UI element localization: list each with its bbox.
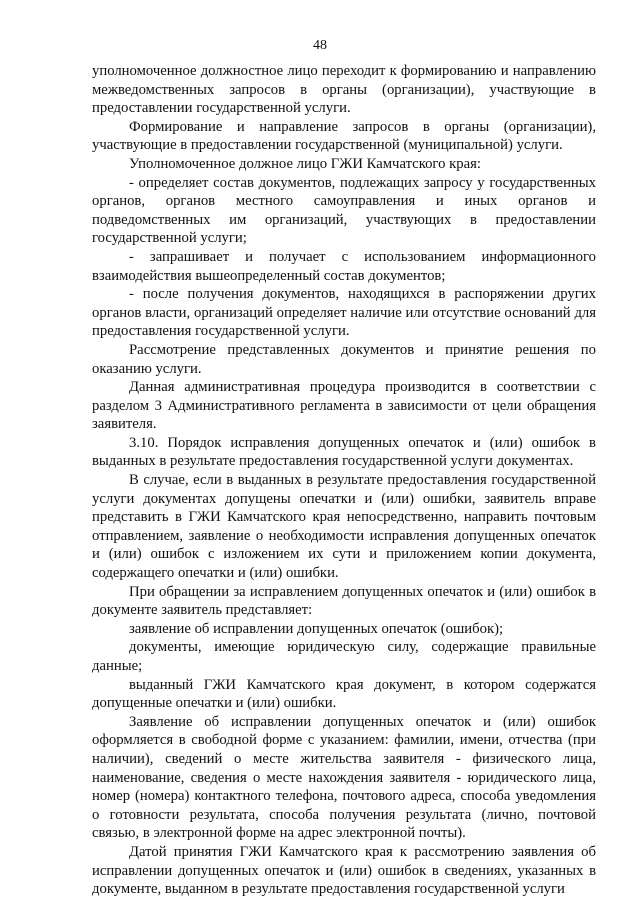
paragraph: выданный ГЖИ Камчатского края документ, в котором содержатся допущенные опечатки и (или) ошибки. <box>92 676 596 712</box>
paragraph: Датой принятия ГЖИ Камчатского края к рассмотрению заявления об исправлении допущенных опечаток и (или) ошибок в сведениях, указанных в документе, выданном в результате предоставления государственной услуги <box>92 843 596 898</box>
paragraph: Рассмотрение представленных документов и принятие решения по оказанию услуги. <box>92 341 596 377</box>
paragraph: Заявление об исправлении допущенных опечаток и (или) ошибок оформляется в свободной форме с указанием: фамилии, имени, отчества (при наличии), сведений о месте жительства заявителя - физического лица, наименование, сведения о месте нахождения заявителя - юридического лица, номер (номера) контактного телефона, почтового адреса, способа уведомления о готовности результата, способа получения результата (лично, почтовой связью, в электронной форме на адрес электронной почты). <box>92 713 596 842</box>
paragraph: Данная административная процедура производится в соответствии с разделом 3 Административного регламента в зависимости от цели обращения заявителя. <box>92 379 596 433</box>
paragraph: 3.10. Порядок исправления допущенных опечаток и (или) ошибок в выданных в результате предоставления государственной услуги документах. <box>92 434 596 470</box>
paragraph: документы, имеющие юридическую силу, содержащие правильные данные; <box>92 639 596 674</box>
paragraph: При обращении за исправлением допущенных опечаток и (или) ошибок в документе заявитель представляет: <box>92 583 596 619</box>
document-body <box>92 62 596 899</box>
paragraph: Уполномоченное должное лицо ГЖИ Камчатского края: <box>129 155 481 172</box>
paragraph: заявление об исправлении допущенных опечаток (ошибок); <box>129 620 504 637</box>
paragraph: - запрашивает и получает с использованием информационного взаимодействия вышеопределенный состав документов; <box>92 248 596 284</box>
page-number: 48 <box>313 38 327 53</box>
paragraph: - после получения документов, находящихся в распоряжении других органов власти, организаций определяет наличие или отсутствие оснований для предоставления государственной услуги. <box>92 286 596 340</box>
paragraph: уполномоченное должностное лицо переходит к формированию и направлению межведомственных запросов в органы (организации), участвующие в предоставлении государственной услуги. <box>92 63 596 117</box>
paragraph: В случае, если в выданных в результате предоставления государственной услуги документах допущены опечатки и (или) ошибки, заявитель вправе представить в ГЖИ Камчатского края непосредственно, направить почтовым отправлением, заявление о необходимости исправления допущенных опечаток и (или) ошибок с изложением их сути и приложением копии документа, содержащего опечатки и (или) ошибки. <box>92 472 596 582</box>
paragraph: - определяет состав документов, подлежащих запросу у государственных органов, органов местного самоуправления и иных органов и подведомственных им организаций, участвующих в предоставлении государственной услуги; <box>92 174 596 247</box>
paragraph: Формирование и направление запросов в органы (организации), участвующие в предоставлении государственной (муниципальной) услуги. <box>92 118 596 154</box>
